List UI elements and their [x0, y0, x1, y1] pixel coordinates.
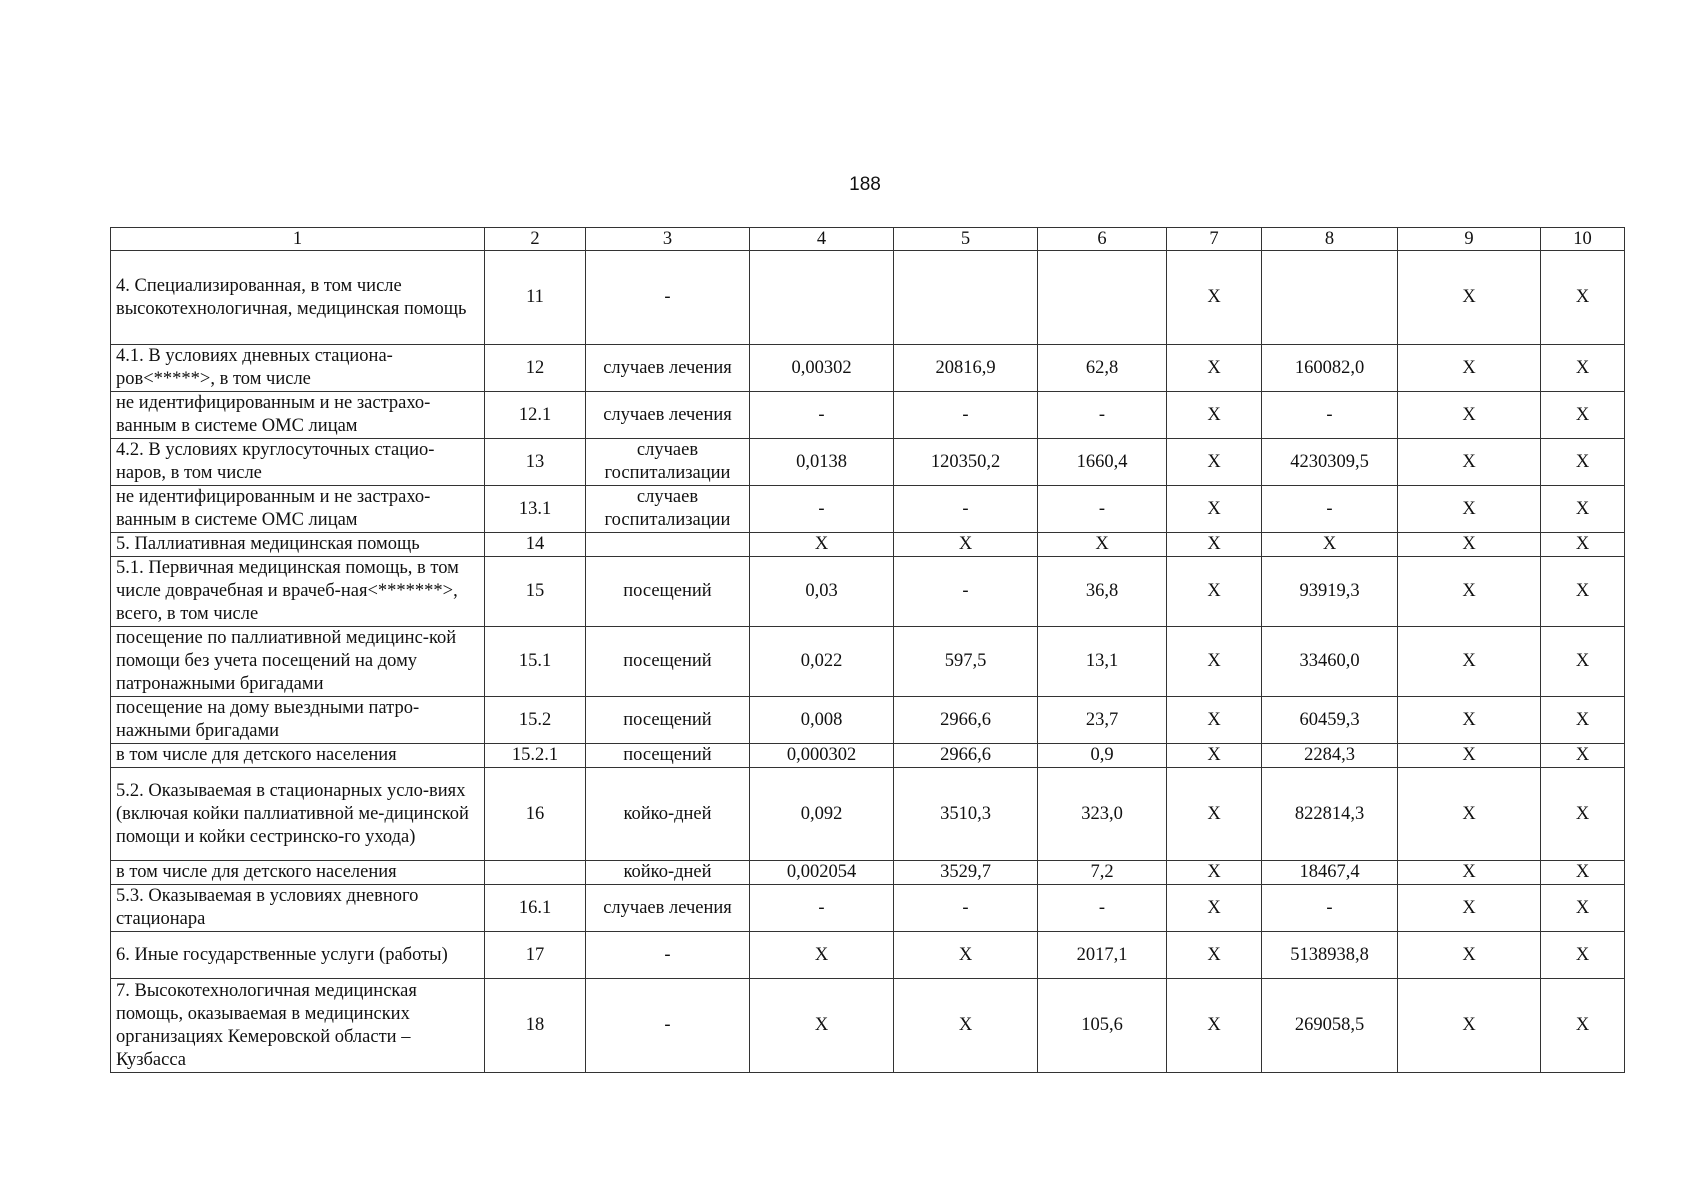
table-cell-col-5: Х: [894, 979, 1038, 1073]
table-cell-col-1: 5. Паллиативная медицинская помощь: [111, 533, 485, 557]
table-cell-col-8: [1262, 251, 1398, 345]
table-cell-col-8: 269058,5: [1262, 979, 1398, 1073]
table-cell-col-5: Х: [894, 932, 1038, 979]
table-cell-col-5: 2966,6: [894, 744, 1038, 768]
table-cell-col-1: 5.3. Оказываемая в условиях дневного стационара: [111, 885, 485, 932]
table-cell-col-10: Х: [1541, 557, 1625, 627]
table-cell-col-7: Х: [1167, 251, 1262, 345]
table-cell-col-5: -: [894, 885, 1038, 932]
table-cell-col-8: 93919,3: [1262, 557, 1398, 627]
table-cell-col-10: Х: [1541, 627, 1625, 697]
table-cell-col-2: 18: [485, 979, 586, 1073]
column-header: 2: [485, 228, 586, 251]
table-cell-col-9: Х: [1398, 486, 1541, 533]
table-cell-col-4: Х: [750, 932, 894, 979]
table-cell-col-4: Х: [750, 979, 894, 1073]
table-cell-col-2: 16: [485, 768, 586, 861]
table-cell-col-8: 33460,0: [1262, 627, 1398, 697]
column-header: 3: [586, 228, 750, 251]
table-cell-col-9: Х: [1398, 768, 1541, 861]
table-cell-col-1: 4. Специализированная, в том числе высокотехнологичная, медицинская помощь: [111, 251, 485, 345]
table-cell-col-5: 597,5: [894, 627, 1038, 697]
table-row: [111, 861, 1625, 885]
table-cell-col-8: 822814,3: [1262, 768, 1398, 861]
table-cell-col-7: Х: [1167, 392, 1262, 439]
table-cell-col-1: 5.1. Первичная медицинская помощь, в том числе доврачебная и врачеб-ная<*******>, всего, в том числе: [111, 557, 485, 627]
table-cell-col-10: Х: [1541, 251, 1625, 345]
table-cell-col-2: 14: [485, 533, 586, 557]
table-row: [111, 697, 1625, 744]
table-cell-col-1: посещение по паллиативной медицинс-кой помощи без учета посещений на дому патронажными бригадами: [111, 627, 485, 697]
table-cell-col-7: Х: [1167, 557, 1262, 627]
table-cell-col-4: 0,00302: [750, 345, 894, 392]
table-cell-col-4: -: [750, 392, 894, 439]
table-cell-col-8: Х: [1262, 533, 1398, 557]
table-cell-col-2: [485, 861, 586, 885]
table-cell-col-10: Х: [1541, 697, 1625, 744]
table-cell-col-7: Х: [1167, 486, 1262, 533]
table-cell-col-9: Х: [1398, 932, 1541, 979]
table-cell-col-9: Х: [1398, 697, 1541, 744]
table-cell-col-9: Х: [1398, 557, 1541, 627]
table-row: [111, 557, 1625, 627]
table-cell-col-5: 3529,7: [894, 861, 1038, 885]
table-cell-col-6: 23,7: [1038, 697, 1167, 744]
table-cell-col-9: Х: [1398, 861, 1541, 885]
table-row: [111, 251, 1625, 345]
table-cell-col-4: 0,03: [750, 557, 894, 627]
table-cell-col-10: Х: [1541, 533, 1625, 557]
table-cell-col-6: 13,1: [1038, 627, 1167, 697]
table-cell-col-3: случаев госпитализации: [586, 486, 750, 533]
table-cell-col-7: Х: [1167, 768, 1262, 861]
table-cell-col-6: -: [1038, 392, 1167, 439]
table-cell-col-4: -: [750, 486, 894, 533]
table-cell-col-8: 2284,3: [1262, 744, 1398, 768]
table-cell-col-5: 3510,3: [894, 768, 1038, 861]
table-cell-col-5: 20816,9: [894, 345, 1038, 392]
table-cell-col-4: 0,000302: [750, 744, 894, 768]
table-cell-col-9: Х: [1398, 251, 1541, 345]
table-cell-col-5: -: [894, 557, 1038, 627]
table-cell-col-2: 15.2: [485, 697, 586, 744]
table-cell-col-8: 160082,0: [1262, 345, 1398, 392]
table-cell-col-9: Х: [1398, 627, 1541, 697]
table-cell-col-6: Х: [1038, 533, 1167, 557]
table-cell-col-1: 7. Высокотехнологичная медицинская помощь, оказываемая в медицинских организациях Кемеровской области – Кузбасса: [111, 979, 485, 1073]
table-cell-col-5: -: [894, 392, 1038, 439]
table-cell-col-1: 4.2. В условиях круглосуточных стацио-наров, в том числе: [111, 439, 485, 486]
table-cell-col-6: [1038, 251, 1167, 345]
column-header: 7: [1167, 228, 1262, 251]
table-row: [111, 979, 1625, 1073]
table-cell-col-8: 5138938,8: [1262, 932, 1398, 979]
table-cell-col-6: -: [1038, 486, 1167, 533]
table-cell-col-3: случаев лечения: [586, 345, 750, 392]
table-cell-col-3: -: [586, 979, 750, 1073]
table-row: [111, 932, 1625, 979]
table-cell-col-2: 16.1: [485, 885, 586, 932]
table-cell-col-10: Х: [1541, 768, 1625, 861]
table-cell-col-3: -: [586, 932, 750, 979]
table-cell-col-7: Х: [1167, 744, 1262, 768]
table-cell-col-7: Х: [1167, 861, 1262, 885]
table-cell-col-8: 18467,4: [1262, 861, 1398, 885]
table-cell-col-7: Х: [1167, 932, 1262, 979]
table-cell-col-6: 323,0: [1038, 768, 1167, 861]
table-cell-col-6: 7,2: [1038, 861, 1167, 885]
table-cell-col-1: 5.2. Оказываемая в стационарных усло-виях (включая койки паллиативной ме-дицинской помощи и койки сестринско-го ухода): [111, 768, 485, 861]
table-cell-col-6: 62,8: [1038, 345, 1167, 392]
table-cell-col-10: Х: [1541, 486, 1625, 533]
table-cell-col-2: 13.1: [485, 486, 586, 533]
table-cell-col-10: Х: [1541, 744, 1625, 768]
table-row: [111, 533, 1625, 557]
table-cell-col-5: 2966,6: [894, 697, 1038, 744]
table-cell-col-2: 15.1: [485, 627, 586, 697]
column-header: 1: [111, 228, 485, 251]
table-cell-col-3: посещений: [586, 627, 750, 697]
table-row: [111, 392, 1625, 439]
table-cell-col-10: Х: [1541, 392, 1625, 439]
table-row: [111, 439, 1625, 486]
table-cell-col-1: 6. Иные государственные услуги (работы): [111, 932, 485, 979]
table-cell-col-3: посещений: [586, 697, 750, 744]
table-cell-col-6: 1660,4: [1038, 439, 1167, 486]
table-cell-col-3: посещений: [586, 744, 750, 768]
table-cell-col-4: -: [750, 885, 894, 932]
table-cell-col-8: 4230309,5: [1262, 439, 1398, 486]
table-cell-col-1: в том числе для детского населения: [111, 861, 485, 885]
column-header: 5: [894, 228, 1038, 251]
table-cell-col-3: случаев лечения: [586, 392, 750, 439]
table-cell-col-5: [894, 251, 1038, 345]
table-cell-col-3: случаев госпитализации: [586, 439, 750, 486]
table-cell-col-1: посещение на дому выездными патро-нажными бригадами: [111, 697, 485, 744]
table-cell-col-10: Х: [1541, 439, 1625, 486]
table-cell-col-4: 0,008: [750, 697, 894, 744]
table-cell-col-7: Х: [1167, 979, 1262, 1073]
data-table: [110, 227, 1625, 1073]
table-cell-col-9: Х: [1398, 345, 1541, 392]
column-header: 4: [750, 228, 894, 251]
table-cell-col-3: -: [586, 251, 750, 345]
table-cell-col-1: не идентифицированным и не застрахо-ванным в системе ОМС лицам: [111, 392, 485, 439]
table-cell-col-9: Х: [1398, 885, 1541, 932]
table-cell-col-8: -: [1262, 486, 1398, 533]
table-cell-col-10: Х: [1541, 979, 1625, 1073]
table-cell-col-10: Х: [1541, 885, 1625, 932]
table-cell-col-10: Х: [1541, 861, 1625, 885]
table-cell-col-7: Х: [1167, 885, 1262, 932]
column-header: 9: [1398, 228, 1541, 251]
table-cell-col-1: не идентифицированным и не застрахо-ванным в системе ОМС лицам: [111, 486, 485, 533]
column-header: 6: [1038, 228, 1167, 251]
table-cell-col-2: 13: [485, 439, 586, 486]
table-cell-col-9: Х: [1398, 439, 1541, 486]
table-cell-col-6: -: [1038, 885, 1167, 932]
table-header-row: [111, 228, 1625, 251]
table-cell-col-2: 12: [485, 345, 586, 392]
table-cell-col-5: 120350,2: [894, 439, 1038, 486]
table-cell-col-8: -: [1262, 885, 1398, 932]
table-cell-col-3: случаев лечения: [586, 885, 750, 932]
table-cell-col-5: -: [894, 486, 1038, 533]
table-cell-col-6: 0,9: [1038, 744, 1167, 768]
column-header: 10: [1541, 228, 1625, 251]
table-body: [111, 228, 1625, 1073]
table-cell-col-2: 15.2.1: [485, 744, 586, 768]
table-cell-col-6: 36,8: [1038, 557, 1167, 627]
table-cell-col-8: 60459,3: [1262, 697, 1398, 744]
column-header: 8: [1262, 228, 1398, 251]
table-cell-col-3: койко-дней: [586, 768, 750, 861]
table-cell-col-7: Х: [1167, 697, 1262, 744]
table-cell-col-4: 0,0138: [750, 439, 894, 486]
table-cell-col-10: Х: [1541, 932, 1625, 979]
table-cell-col-8: -: [1262, 392, 1398, 439]
table-cell-col-3: посещений: [586, 557, 750, 627]
table-cell-col-6: 2017,1: [1038, 932, 1167, 979]
table-row: [111, 885, 1625, 932]
table-cell-col-7: Х: [1167, 533, 1262, 557]
table-cell-col-1: 4.1. В условиях дневных стациона-ров<*****>, в том числе: [111, 345, 485, 392]
table-cell-col-7: Х: [1167, 627, 1262, 697]
table-cell-col-3: койко-дней: [586, 861, 750, 885]
table-cell-col-10: Х: [1541, 345, 1625, 392]
table-cell-col-4: [750, 251, 894, 345]
table-row: [111, 768, 1625, 861]
table-cell-col-9: Х: [1398, 533, 1541, 557]
table-cell-col-4: Х: [750, 533, 894, 557]
table-cell-col-2: 11: [485, 251, 586, 345]
table-row: [111, 744, 1625, 768]
table-cell-col-9: Х: [1398, 392, 1541, 439]
table-cell-col-4: 0,092: [750, 768, 894, 861]
table-cell-col-2: 17: [485, 932, 586, 979]
table-cell-col-4: 0,002054: [750, 861, 894, 885]
table-cell-col-7: Х: [1167, 439, 1262, 486]
table-cell-col-9: Х: [1398, 979, 1541, 1073]
table-cell-col-2: 15: [485, 557, 586, 627]
table-cell-col-7: Х: [1167, 345, 1262, 392]
table-cell-col-4: 0,022: [750, 627, 894, 697]
table-cell-col-3: [586, 533, 750, 557]
table-cell-col-6: 105,6: [1038, 979, 1167, 1073]
table-row: [111, 486, 1625, 533]
table-cell-col-2: 12.1: [485, 392, 586, 439]
table-row: [111, 345, 1625, 392]
table-cell-col-1: в том числе для детского населения: [111, 744, 485, 768]
table-cell-col-5: Х: [894, 533, 1038, 557]
table-row: [111, 627, 1625, 697]
page-number: 188: [849, 174, 881, 195]
table-cell-col-9: Х: [1398, 744, 1541, 768]
